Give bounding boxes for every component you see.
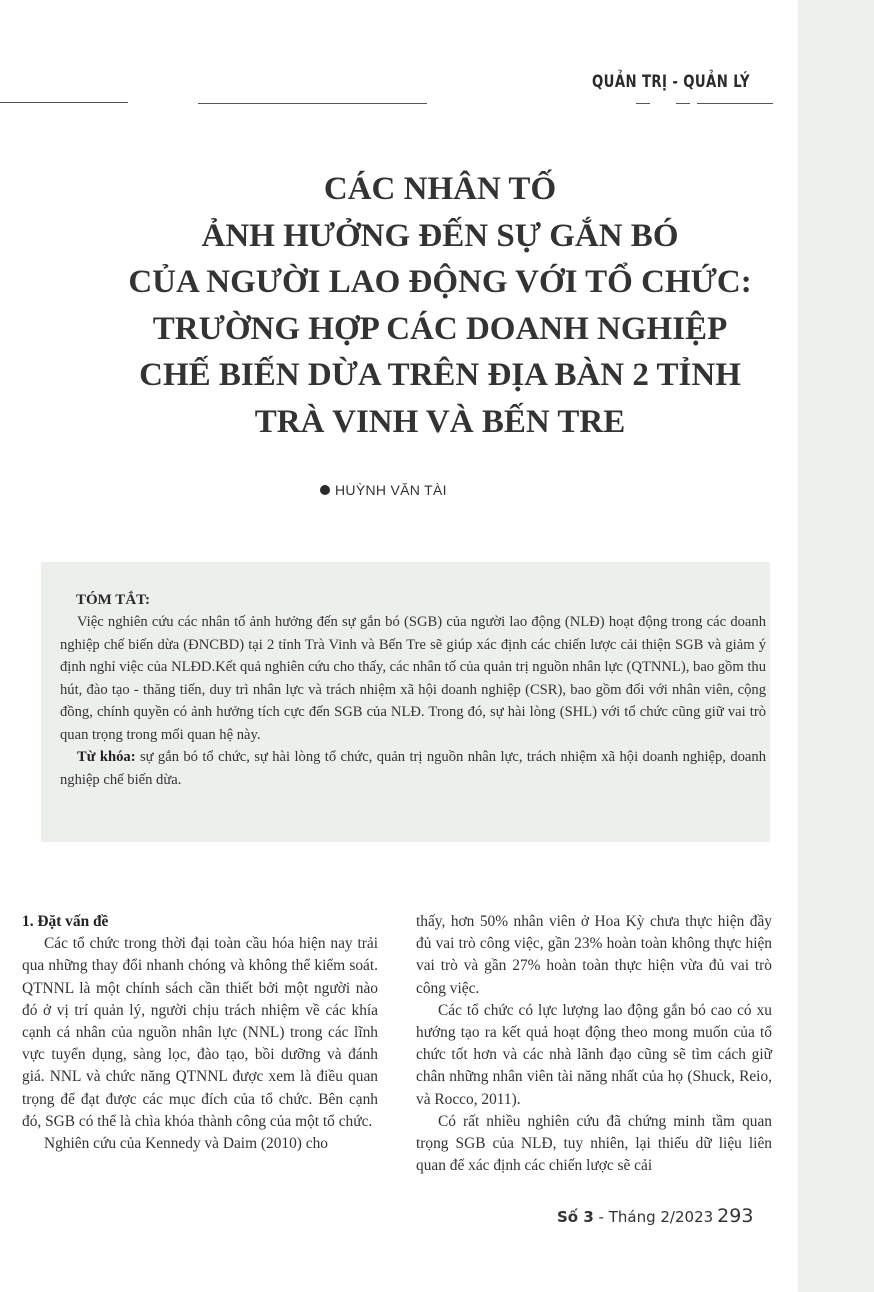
title-line: CHẾ BIẾN DỪA TRÊN ĐỊA BÀN 2 TỈNH (139, 357, 741, 393)
bullet-icon (320, 485, 330, 495)
paragraph: Nghiên cứu của Kennedy và Daim (2010) cho (44, 1135, 328, 1153)
abstract-body (60, 611, 766, 791)
page-number: 293 (717, 1205, 754, 1227)
issue-date: - Tháng 2/2023 (593, 1208, 714, 1226)
abstract-heading: TÓM TẮT: (76, 592, 151, 608)
section-heading: 1. Đặt vấn đề (22, 913, 109, 930)
page-footer (557, 1205, 753, 1227)
author-name: HUỲNH VĂN TÀI (335, 482, 447, 498)
header-rule-1 (0, 102, 128, 103)
column-left (22, 911, 378, 1155)
paragraph: Các tổ chức trong thời đại toàn cầu hóa hiện nay trải qua những thay đổi nhanh chóng và không thể kiểm soát. QTNNL là một chính sách cần thiết bởi một người nào đó ở vị trí quản lý, người chịu trách nhiệm về các khía cạnh cá nhân của nguồn nhân lực (NNL) trong các lĩnh vực tuyển dụng, sàng lọc, đào tạo, bồi dưỡng và đánh giá. NNL và chức năng QTNNL được xem là điều quan trọng để đạt được các mục đích của tổ chức. Bên cạnh đó, SGB có thể là chìa khóa thành công của một tổ chức. (22, 935, 378, 1130)
title-line: ẢNH HƯỞNG ĐẾN SỰ GẮN BÓ (201, 217, 679, 254)
title-line: TRÀ VINH VÀ BẾN TRE (254, 403, 626, 440)
author-byline (320, 482, 447, 498)
title-line: CÁC NHÂN TỐ (323, 171, 557, 207)
paragraph: Có rất nhiều nghiên cứu đã chứng minh tầm quan trọng SGB của NLĐ, tuy nhiên, lại thiếu dữ liệu liên quan để xác định các chiến lược sẽ cải (416, 1112, 772, 1175)
title-line: TRƯỜNG HỢP CÁC DOANH NGHIỆP (152, 310, 728, 347)
keywords-text: sự gắn bó tổ chức, sự hài lòng tổ chức, quản trị nguồn nhân lực, trách nhiệm xã hội doanh nghiệp, doanh nghiệp chế biến dừa. (60, 749, 766, 788)
abstract-text: Việc nghiên cứu các nhân tố ảnh hưởng đến sự gắn bó (SGB) của người lao động (NLĐ) hoạt động trong các doanh nghiệp chế biến dừa (ĐNCBD) tại 2 tỉnh Trà Vinh và Bến Tre sẽ giúp xác định các chiến lược cải thiện SGB và giảm ý định nghỉ việc của NLĐD.Kết quả nghiên cứu cho thấy, các nhân tố của quản trị nguồn nhân lực (QTNNL), bao gồm thu hút, đào tạo - thăng tiến, duy trì nhân lực và trách nhiệm xã hội doanh nghiệp (CSR), bao gồm đối với nhân viên, cộng đồng, chính quyền có ảnh hưởng tích cực đến SGB của NLĐ. Trong đó, sự hài lòng (SHL) với tổ chức cũng giữ vai trò quan trọng trong mối quan hệ này. (60, 614, 766, 743)
title-line: CỦA NGƯỜI LAO ĐỘNG VỚI TỔ CHỨC: (128, 264, 752, 300)
page-edge-strip (798, 0, 874, 1292)
header-rule-5 (697, 103, 773, 104)
paragraph-continuation: thấy, hơn 50% nhân viên ở Hoa Kỳ chưa thực hiện đầy đủ vai trò công việc, gần 23% hoàn toàn không thực hiện vai trò và gần 27% hoàn toàn thực hiện vừa đủ vai trò công việc. (416, 913, 772, 997)
issue-number: Số 3 (557, 1208, 594, 1226)
paragraph: Các tổ chức có lực lượng lao động gắn bó cao có xu hướng tạo ra kết quả hoạt động theo mong muốn của tổ chức tốt hơn và các nhà lãnh đạo cũng sẽ tìm cách giữ chân những nhân viên tài năng nhất của họ (Shuck, Reio, và Rocco, 2011). (416, 1001, 772, 1108)
header-rule-4 (676, 103, 690, 104)
column-right (416, 911, 772, 1177)
article-title (90, 166, 790, 445)
header-rule-2 (198, 103, 427, 104)
keywords-label: Từ khóa: (77, 749, 136, 765)
keywords (60, 746, 766, 791)
section-label: QUẢN TRỊ - QUẢN LÝ (592, 72, 750, 92)
header-rule-3 (636, 103, 650, 104)
